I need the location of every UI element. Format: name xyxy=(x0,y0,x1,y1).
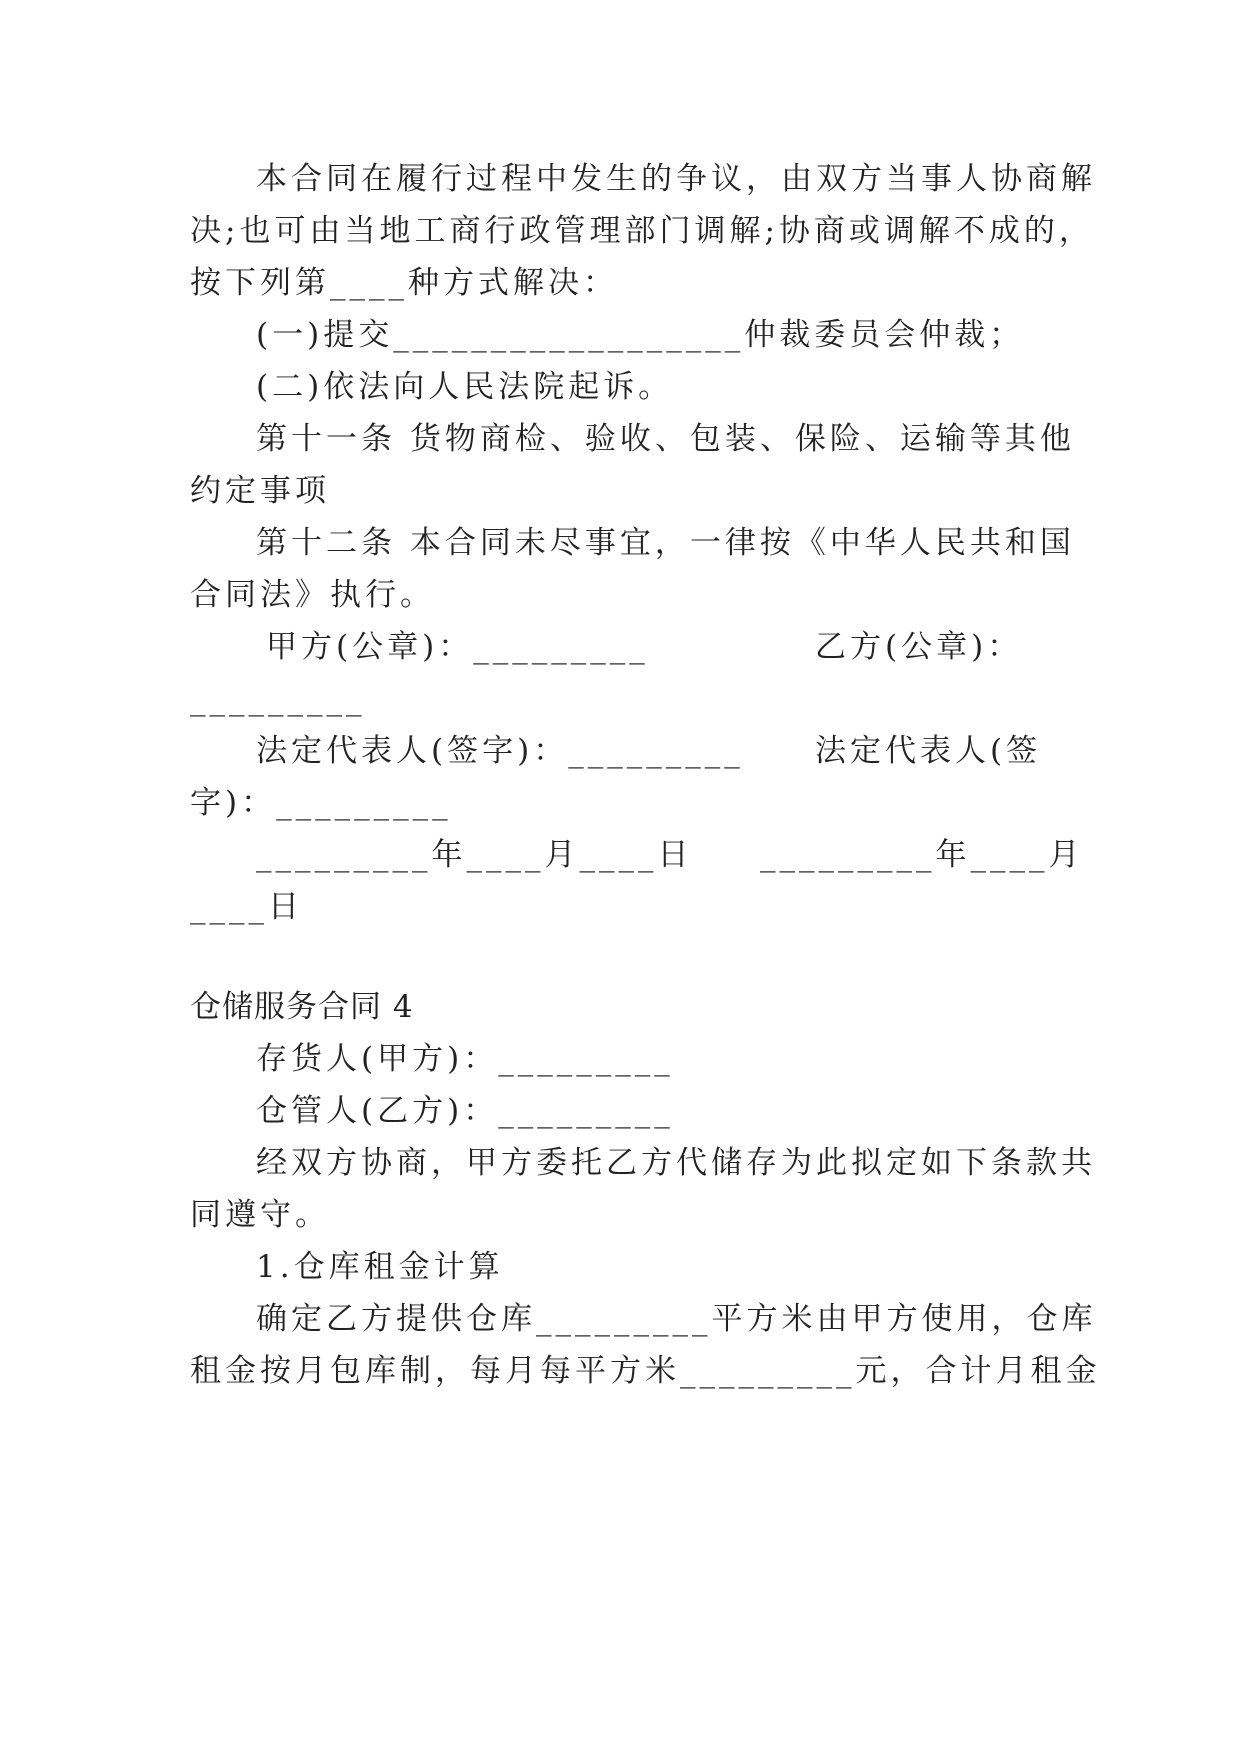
depositor-line: 存货人(甲方)：_________ xyxy=(256,1041,674,1077)
party-b-date: _________年____月 xyxy=(760,837,1084,873)
party-b-representative: 法定代表人(签 xyxy=(815,733,1042,769)
party-b-date-cont: ____日 xyxy=(190,889,303,925)
party-b-seal: 乙方(公章)： xyxy=(815,629,1023,665)
option-court: (二)依法向人民法院起诉。 xyxy=(256,369,674,405)
paragraph-dispute-line-1: 本合同在履行过程中发生的争议，由双方当事人协商解 xyxy=(256,161,1096,197)
article-11-line-2: 约定事项 xyxy=(190,473,330,509)
article-11-line-1: 第十一条 货物商检、验收、包装、保险、运输等其他 xyxy=(256,421,1075,457)
party-a-date: _________年____月____日 xyxy=(256,837,693,873)
section-rent-heading: 1.仓库租金计算 xyxy=(256,1249,504,1285)
party-a-representative: 法定代表人(签字)：_________ xyxy=(256,733,744,769)
contract-title: 仓储服务合同 4 xyxy=(190,989,414,1025)
agreement-line-2: 同遵守。 xyxy=(190,1197,330,1233)
rent-line-1: 确定乙方提供仓库_________平方米由甲方使用，仓库 xyxy=(256,1301,1097,1337)
party-a-seal: 甲方(公章)：_________ xyxy=(266,629,649,665)
article-12-line-1: 第十二条 本合同未尽事宜，一律按《中华人民共和国 xyxy=(256,525,1075,561)
party-b-seal-blank: _________ xyxy=(190,681,366,717)
party-b-representative-cont: 字)：_________ xyxy=(190,785,452,821)
rent-line-2: 租金按月包库制，每月每平方米_________元，合计月租金 xyxy=(190,1353,1101,1389)
agreement-line-1: 经双方协商，甲方委托乙方代储存为此拟定如下条款共 xyxy=(256,1145,1096,1181)
paragraph-dispute-line-2: 决;也可由当地工商行政管理部门调解;协商或调解不成的， xyxy=(190,213,1094,249)
warehouse-keeper-line: 仓管人(乙方)：_________ xyxy=(256,1093,674,1129)
paragraph-dispute-line-3: 按下列第____种方式解决： xyxy=(190,265,618,301)
article-12-line-2: 合同法》执行。 xyxy=(190,577,435,613)
option-arbitration: (一)提交__________________仲裁委员会仲裁； xyxy=(256,317,1025,353)
